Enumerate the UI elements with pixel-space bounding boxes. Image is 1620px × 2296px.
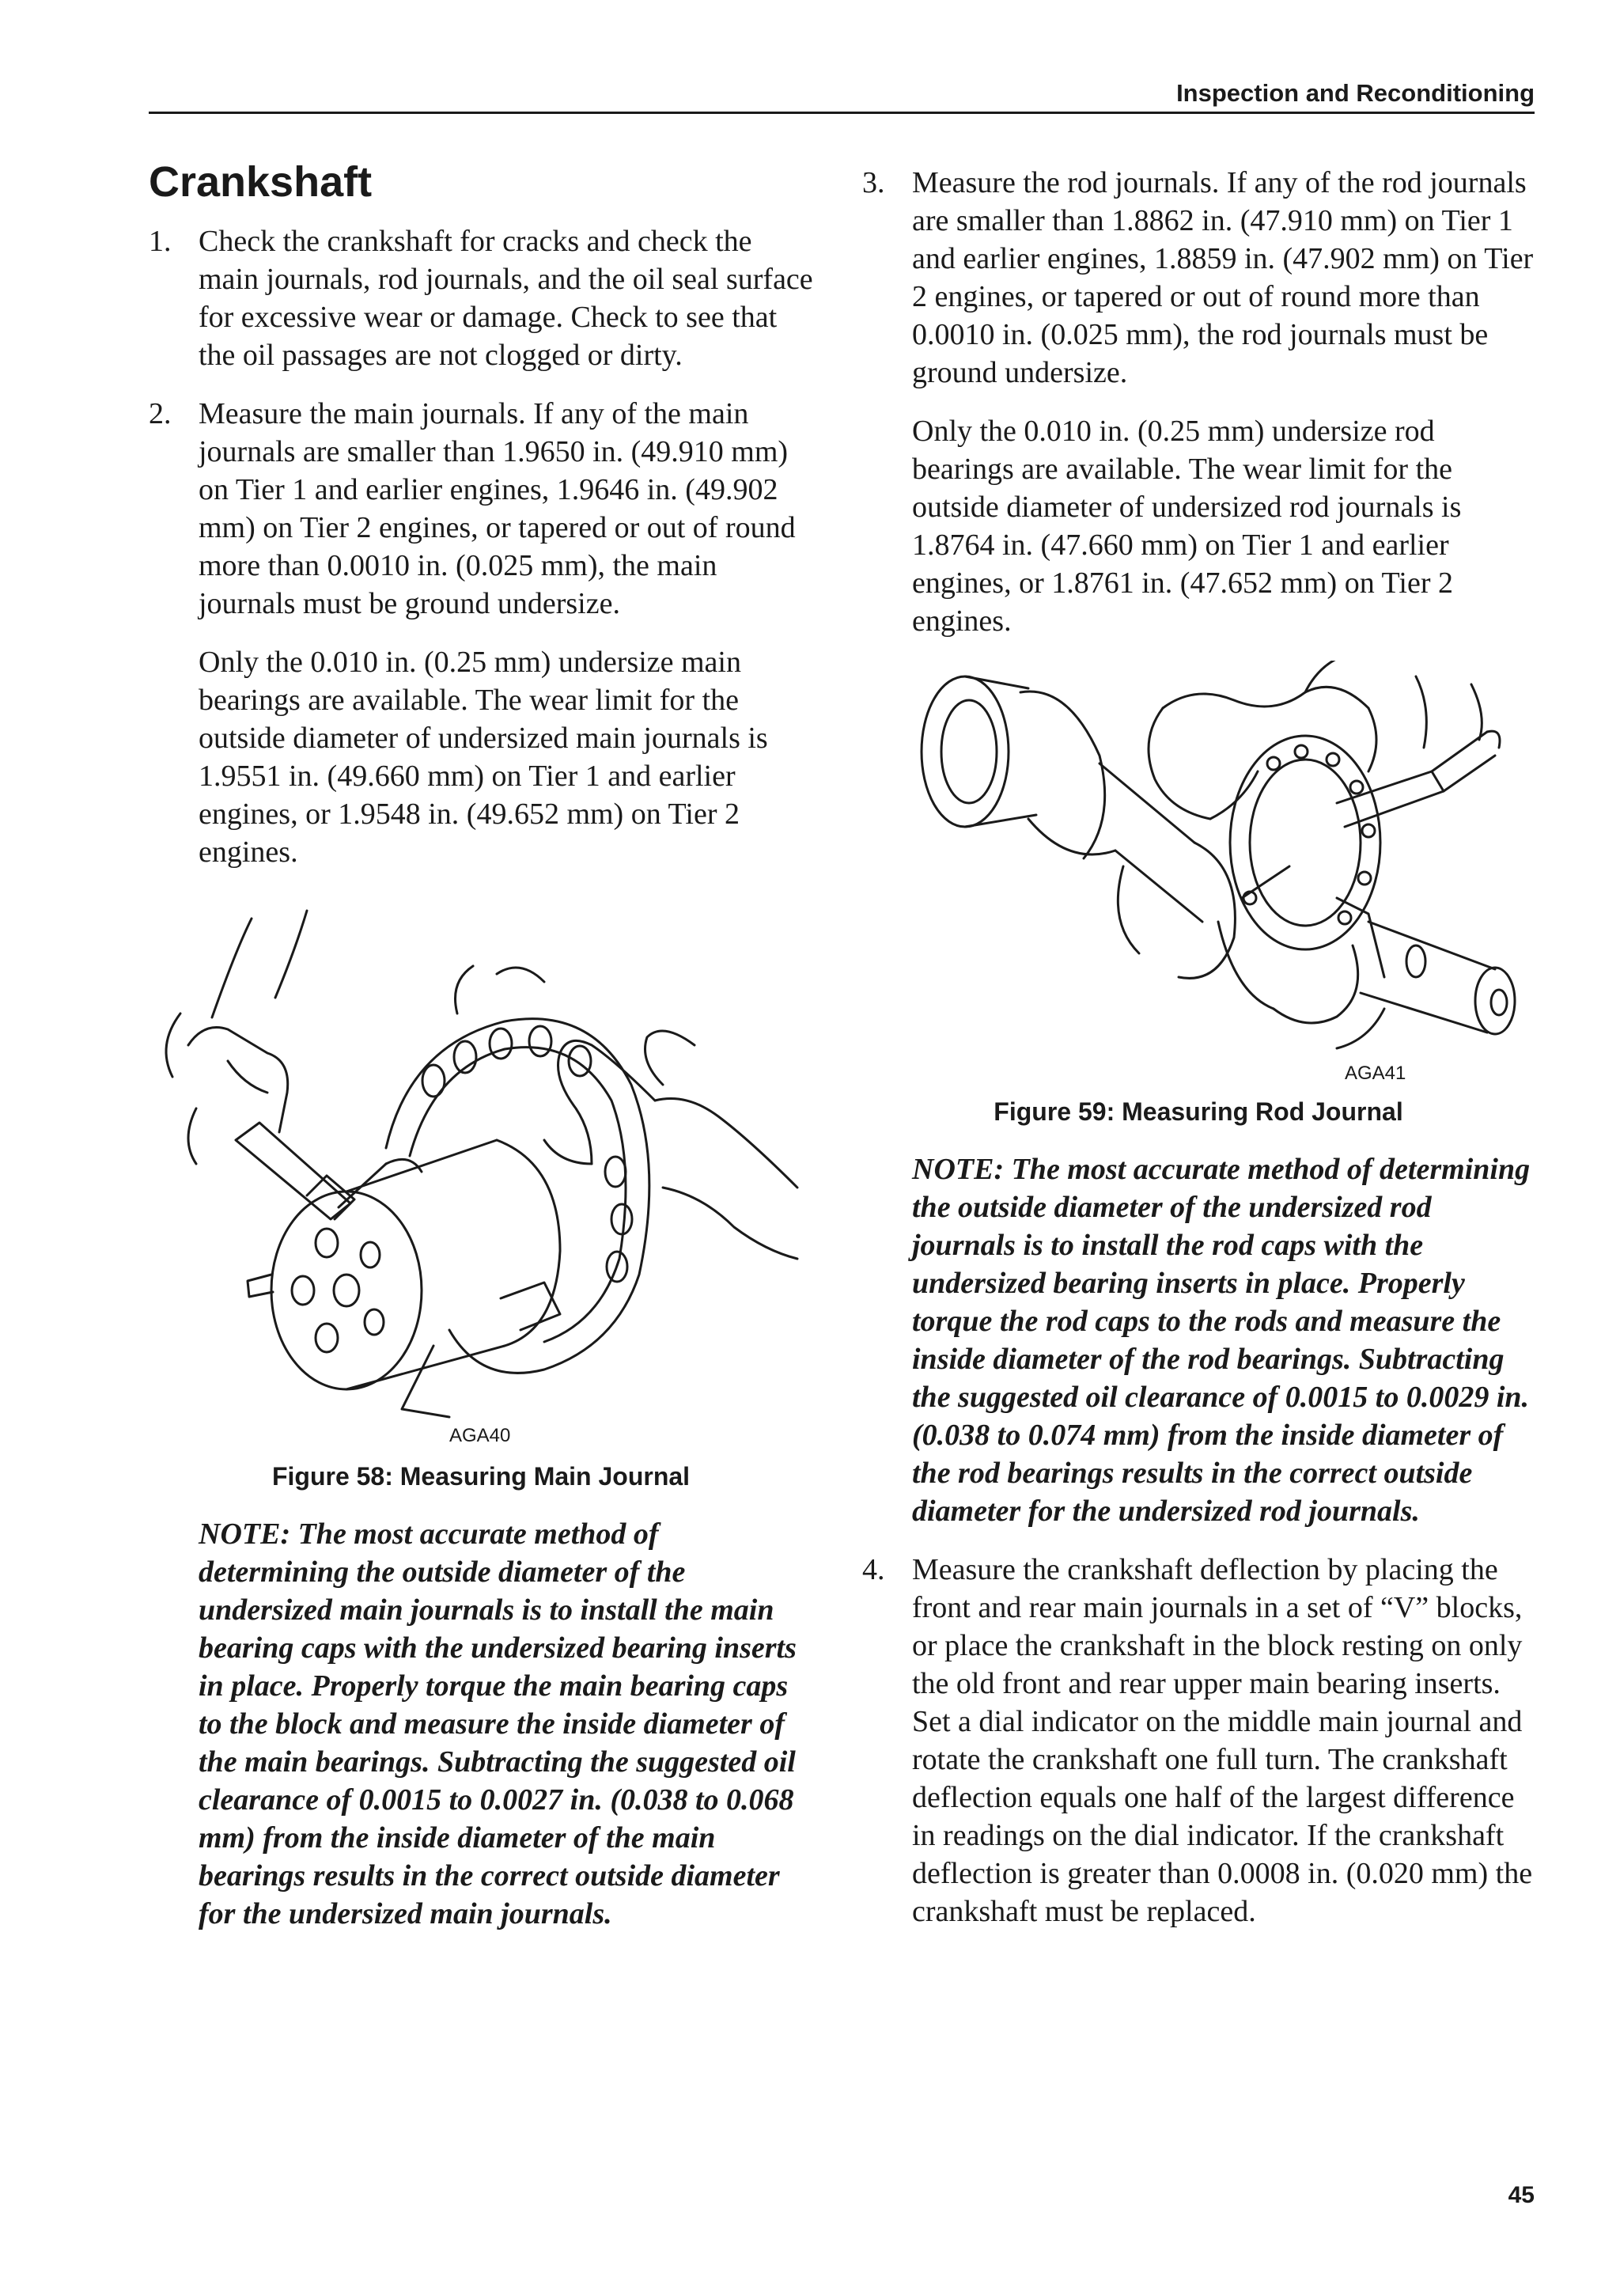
step-text: Check the crankshaft for cracks and check the main journals, rod journals, and the oil seal surface for excessive wear or damage. Check to see that the oil passages are not clogged or dirty. xyxy=(199,225,813,372)
step-text: Measure the rod journals. If any of the rod journals are smaller than 1.8862 in. (47.910 mm) on Tier 1 and earlier engines, 1.8859 in. (47.902 mm) on Tier 2 engines, or tapered or out of round more than 0.0010 in. (0.025 mm), the rod journals must be ground undersize. xyxy=(912,166,1534,389)
header-rule xyxy=(149,112,1535,114)
figure-code: AGA40 xyxy=(449,1425,511,1446)
step-1 xyxy=(149,222,813,374)
running-header: Inspection and Reconditioning xyxy=(1176,79,1535,107)
figure-58 xyxy=(149,903,813,1457)
step-4 xyxy=(862,1551,1535,1930)
figure-59 xyxy=(862,661,1535,1092)
right-column xyxy=(862,154,1535,1951)
section-title: Crankshaft xyxy=(149,158,373,206)
step-number: 4. xyxy=(862,1553,885,1586)
step-text: Measure the crankshaft deflection by placing the front and rear main journals in a set of “V” blocks, or place the crankshaft in the block resting on only the old front and rear upper main bearing inserts. Set a dial indicator on the middle main journal and rotate the crankshaft one full turn. The crankshaft deflection equals one half of the largest difference in readings on the dial indicator. If the crankshaft deflection is greater than 0.0008 in. (0.020 mm) the crankshaft must be replaced. xyxy=(912,1553,1533,1928)
rod-journal-illustration xyxy=(862,661,1535,1092)
left-column xyxy=(149,154,813,1953)
figure-59-caption: Figure 59: Measuring Rod Journal xyxy=(994,1097,1403,1126)
rod-journal-note: NOTE: The most accurate method of determining the outside diameter of the undersized rod journals is to install the rod caps with the undersized bearing inserts in place. Properly torque the rod caps to the rods and measure the inside diameter of the rod bearings. Subtracting the suggested oil clearance of 0.0015 to 0.0029 in. (0.038 to 0.074 mm) from the inside diameter of the rod bearings results in the correct outside diameter for the undersized rod journals. xyxy=(912,1153,1531,1528)
page-number: 45 xyxy=(1508,2182,1535,2208)
main-journal-illustration xyxy=(149,903,813,1457)
rod-undersize-paragraph: Only the 0.010 in. (0.25 mm) undersize rod bearings are available. The wear limit for the outside diameter of undersized rod journals is 1.8764 in. (47.660 mm) on Tier 1 and earlier engines, or 1.8761 in. (47.652 mm) on Tier 2 engines. xyxy=(912,415,1462,638)
step-text: Measure the main journals. If any of the main journals are smaller than 1.9650 in. (49.910 mm) on Tier 1 and earlier engines, 1.9646 in. (49.902 mm) on Tier 2 engines, or tapered or out of round more than 0.0010 in. (0.025 mm), the main journals must be ground undersize. xyxy=(199,397,796,620)
step-number: 2. xyxy=(149,397,172,430)
step-number: 3. xyxy=(862,166,885,199)
figure-58-caption: Figure 58: Measuring Main Journal xyxy=(271,1462,691,1491)
main-undersize-paragraph: Only the 0.010 in. (0.25 mm) undersize main bearings are available. The wear limit for the outside diameter of undersized main journals is 1.9551 in. (49.660 mm) on Tier 1 and earlier engines, or 1.9548 in. (49.652 mm) on Tier 2 engines. xyxy=(199,646,768,869)
figure-code: AGA41 xyxy=(1345,1063,1406,1084)
main-journal-note: NOTE: The most accurate method of determining the outside diameter of the undersized main journals is to install the main bearing caps with the undersized bearing inserts in place. Properly torque the main bearing caps to the block and measure the inside diameter of the main bearings. Subtracting the suggested oil clearance of 0.0015 to 0.0027 in. (0.038 to 0.068 mm) from the inside diameter of the main bearings results in the correct outside diameter for the undersized main journals. xyxy=(199,1517,797,1930)
step-number: 1. xyxy=(149,225,172,258)
step-2 xyxy=(149,395,813,623)
step-3 xyxy=(862,164,1535,392)
